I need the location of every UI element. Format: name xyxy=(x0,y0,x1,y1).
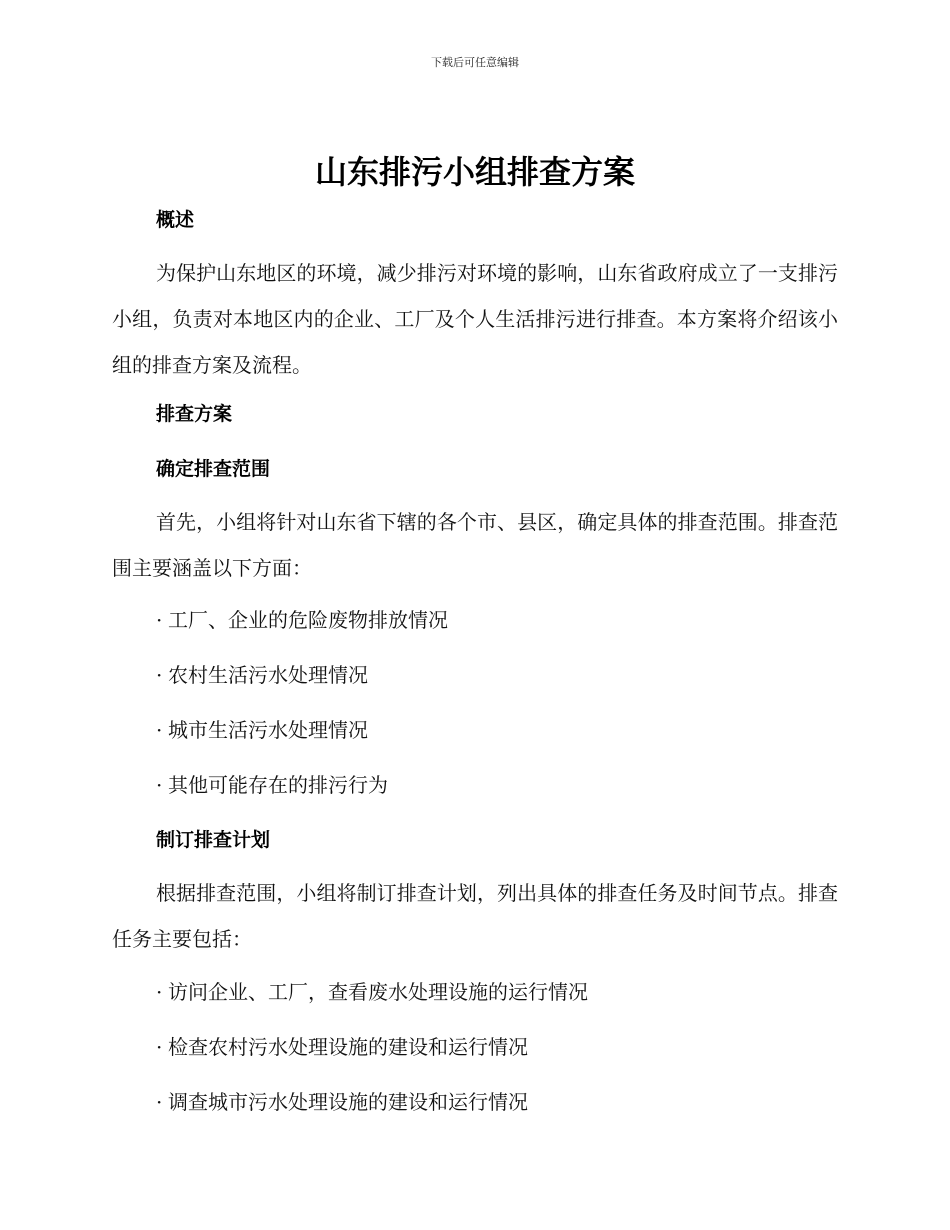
list-item-text: 工厂、企业的危险废物排放情况 xyxy=(168,608,448,632)
bullet-marker: · xyxy=(156,1035,163,1059)
list-item-text: 农村生活污水处理情况 xyxy=(168,663,368,687)
bullet-marker: · xyxy=(156,773,163,797)
paragraph-overview: 为保护山东地区的环境，减少排污对环境的影响，山东省政府成立了一支排污小组，负责对本地区内的企业、工厂及个人生活排污进行排查。本方案将介绍该小组的排查方案及流程。 xyxy=(112,261,838,377)
section-heading-schedule: 制订排查计划 xyxy=(156,829,271,851)
list-item-text: 调查城市污水处理设施的建设和运行情况 xyxy=(168,1090,528,1114)
bullet-marker: · xyxy=(156,663,163,687)
list-item xyxy=(156,716,836,744)
section-heading-plan: 排查方案 xyxy=(156,403,233,425)
list-item xyxy=(156,661,836,689)
list-item xyxy=(156,1088,836,1116)
bullet-marker: · xyxy=(156,718,163,742)
paragraph-schedule: 根据排查范围，小组将制订排查计划，列出具体的排查任务及时间节点。排查任务主要包括： xyxy=(112,881,838,951)
list-item xyxy=(156,606,836,634)
section-heading-scope: 确定排查范围 xyxy=(156,458,271,480)
bullet-marker: · xyxy=(156,980,163,1004)
list-item xyxy=(156,771,836,799)
page-header-note: 下载后可任意编辑 xyxy=(431,56,519,69)
paragraph-scope: 首先，小组将针对山东省下辖的各个市、县区，确定具体的排查范围。排查范围主要涵盖以下方面： xyxy=(112,510,838,580)
bullet-marker: · xyxy=(156,1090,163,1114)
document-title: 山东排污小组排查方案 xyxy=(314,153,635,191)
list-item-text: 城市生活污水处理情况 xyxy=(168,718,368,742)
section-heading-overview: 概述 xyxy=(156,209,195,231)
list-item xyxy=(156,1033,836,1061)
bullet-marker: · xyxy=(156,608,163,632)
list-item xyxy=(156,978,836,1006)
list-item-text: 检查农村污水处理设施的建设和运行情况 xyxy=(168,1035,528,1059)
list-item-text: 访问企业、工厂，查看废水处理设施的运行情况 xyxy=(168,980,588,1004)
list-item-text: 其他可能存在的排污行为 xyxy=(168,773,388,797)
